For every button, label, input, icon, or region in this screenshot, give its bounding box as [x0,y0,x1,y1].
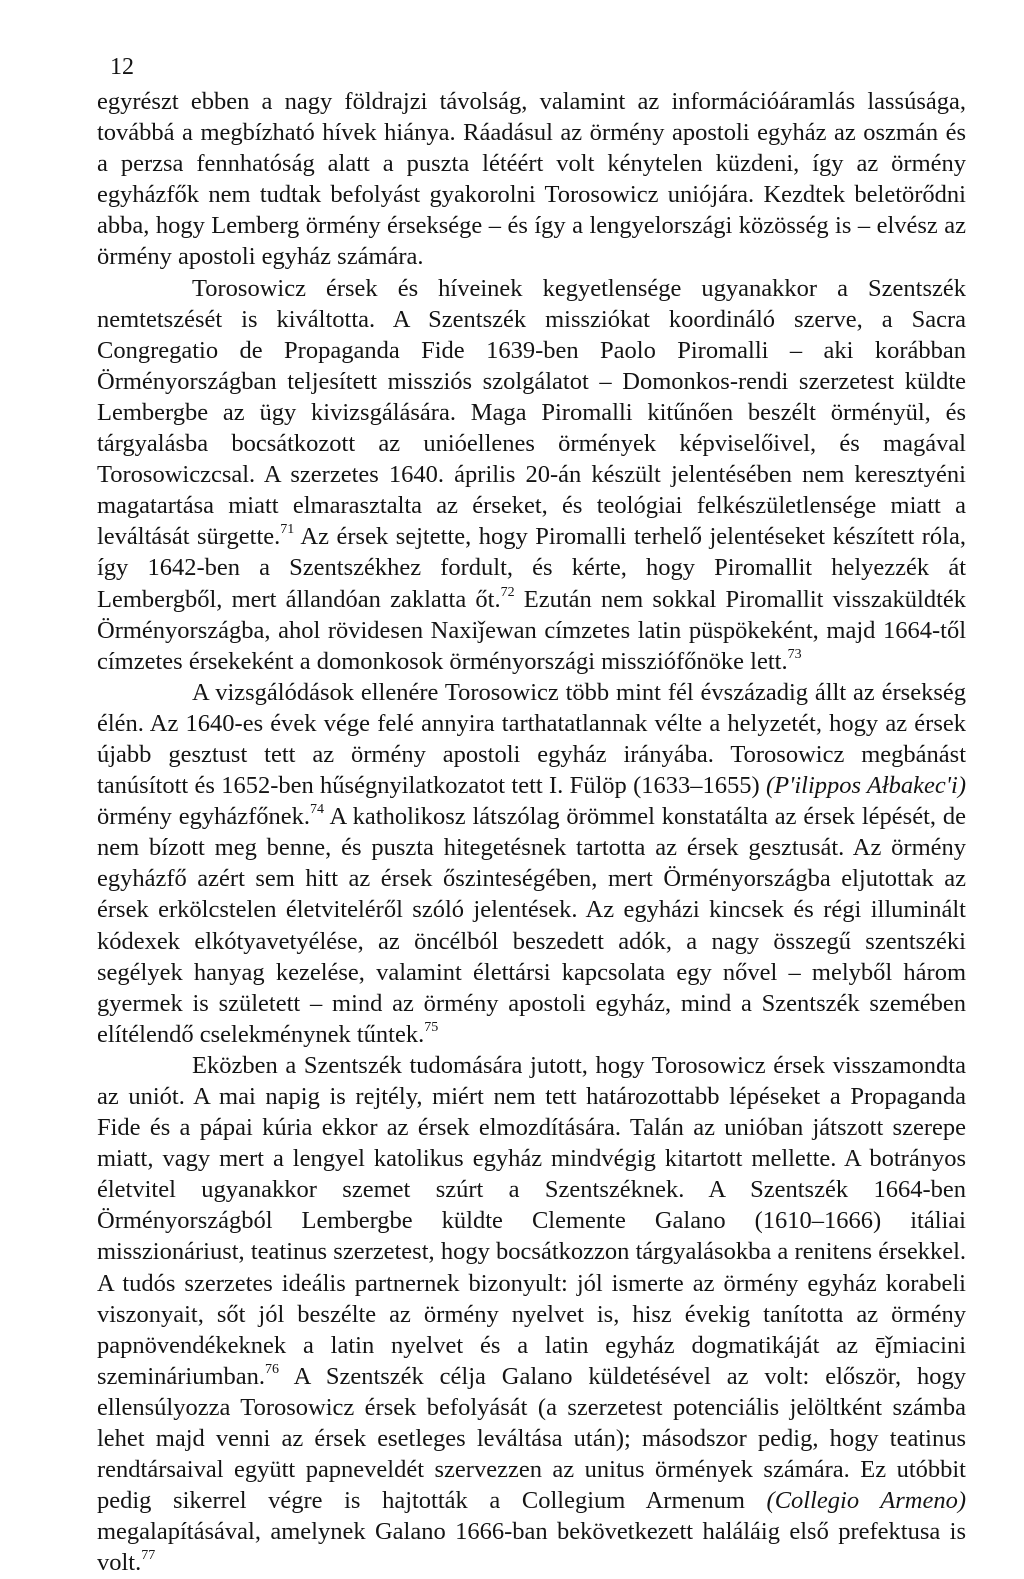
text-run: Ezután nem sokkal Piromallit visszaküldték Örményországba, ahol rövidesen Naxiǰewan címzetes latin püspökeként, majd 1664-től címzetes érsekeként a domonkosok örményországi missziófőnöke lett. [97,585,967,675]
page-number: 12 [110,54,134,80]
footnote-reference: 74 [309,802,324,818]
body-text [97,86,966,1579]
text-run: A vizsgálódások ellenére Torosowicz több mint fél évszázadig állt az érsekség élén. Az 1640-es évek vége felé annyira tarthatatlannak vélte a helyzetét, hogy az érsek újabb gesztust tett az örmény apostoli egyház irányába. Torosowicz megbánást tanúsított és 1652-ben hűségnyilatkozatot tett I. Fülöp (1633–1655) [97,678,966,800]
text-run: A Szentszék célja Galano küldetésével az volt: először, hogy ellensúlyozza Torosowicz érsek befolyását (a szerzetest potenciális jelöltként számba lehet majd venni az érsek esetleges leváltása után); másodszor pedig, hogy teatinus rendtársaival együtt papneveldét szervezzen az unitus örmények számára. Ez utóbbit pedig sikerrel végre is hajtották a Collegium Armenum [97,1362,966,1515]
text-run: megalapításával, amelynek Galano 1666-ban bekövetkezett haláláig első prefektusa is volt. [97,1518,966,1577]
italic-text: (P'ilippos Ałbakec'i) [765,772,966,800]
footnote-reference: 76 [265,1361,280,1377]
text-run: Az érsek sejtette, hogy Piromalli terhelő jelentéseket készített róla, így 1642-ben a Szentszékhez fordult, és kérte, hogy Piromallit helyezzék át Lembergből, mert állandóan zaklatta őt. [97,523,966,613]
paragraph-4 [97,1050,966,1579]
text-run: egyrészt ebben a nagy földrajzi távolság, valamint az információáramlás lassúsága, továbbá a megbízható hívek hiánya. Ráadásul az örmény apostoli egyház az oszmán és a perzsa fennhatóság alatt a puszta létéért volt kénytelen küzdeni, így az örmény egyházfők nem tudtak befolyást gyakorolni Torosowicz uniójára. Kezdtek beletörődni abba, hogy Lemberg örmény érseksége – és így a lengyelországi közösség is – elvész az örmény apostoli egyház számára. [97,88,966,271]
paragraph-3 [97,677,966,1050]
paragraph-1 [97,86,966,273]
text-run: Eközben a Szentszék tudomására jutott, hogy Torosowicz érsek visszamondta az uniót. A mai napig is rejtély, miért nem tett határozottabb lépéseket a Propaganda Fide és a pápai kúria ekkor az érsek elmozdítására. Talán az unióban játszott szerepe miatt, vagy mert a lengyel katolikus egyház mindvégig kitartott mellette. A botrányos életvitel ugyanakkor szemet szúrt a Szentszéknek. A Szentszék 1664-ben Örményországból Lembergbe küldte Clemente Galano (1610–1666) itáliai misszionáriust, teatinus szerzetest, hogy bocsátkozzon tárgyalásokba a renitens érsekkel. A tudós szerzetes ideális partnernek bizonyult: jól ismerte az örmény egyház korabeli viszonyait, sőt jól beszélte az örmény nyelvet is, hisz évekig tanította az örmény papnövendékeknek a latin nyelvet és a latin egyház dogmatikáját az ēǰmiacini szemináriumban. [97,1051,966,1390]
footnote-reference: 75 [424,1019,439,1035]
italic-text: (Collegio Armeno) [766,1487,966,1515]
footnote-reference: 72 [500,584,515,600]
text-run: Torosowicz érsek és híveinek kegyetlensége ugyanakkor a Szentszék nemtetszését is kiváltotta. A Szentszék missziókat koordináló szerve, a Sacra Congregatio de Propaganda Fide 1639-ben Paolo Piromalli – aki korábban Örményországban teljesített missziós szolgálatot – Domonkos-rendi szerzetest küldte Lembergbe az ügy kivizsgálására. Maga Piromalli kitűnően beszélt örményül, és tárgyalásba bocsátkozott az unióellenes örmények képviselőivel, és magával Torosowiczcsal. A szerzetes 1640. április 20-án készült jelentésében nem keresztyéni magatartása miatt elmarasztalta az érseket, és teológiai felkészületlensége miatt a leváltását sürgette. [97,274,966,551]
footnote-reference: 71 [280,522,295,538]
footnote-reference: 73 [787,646,802,662]
paragraph-2 [97,273,966,677]
footnote-reference: 77 [141,1548,156,1564]
text-run: örmény egyházfőnek. [97,803,310,831]
text-run: A katholikosz látszólag örömmel konstatálta az érsek lépését, de nem bízott meg benne, és puszta hitegetésnek tartotta az érsek gesztusát. Az örmény egyházfő azért sem hitt az érsek őszinteségében, mert Örményországba eljutottak az érsek erkölcstelen életviteléről szóló jelentések. Az egyházi kincsek és régi illuminált kódexek elkótyavetyélése, az öncélból beszedett adók, a nagy összegű szentszéki segélyek hanyag kezelése, valamint élettársi kapcsolata egy nővel – melyből három gyermek is született – mind az örmény apostoli egyház, mind a Szentszék szemében elítélendő cselekménynek tűntek. [97,803,966,1048]
